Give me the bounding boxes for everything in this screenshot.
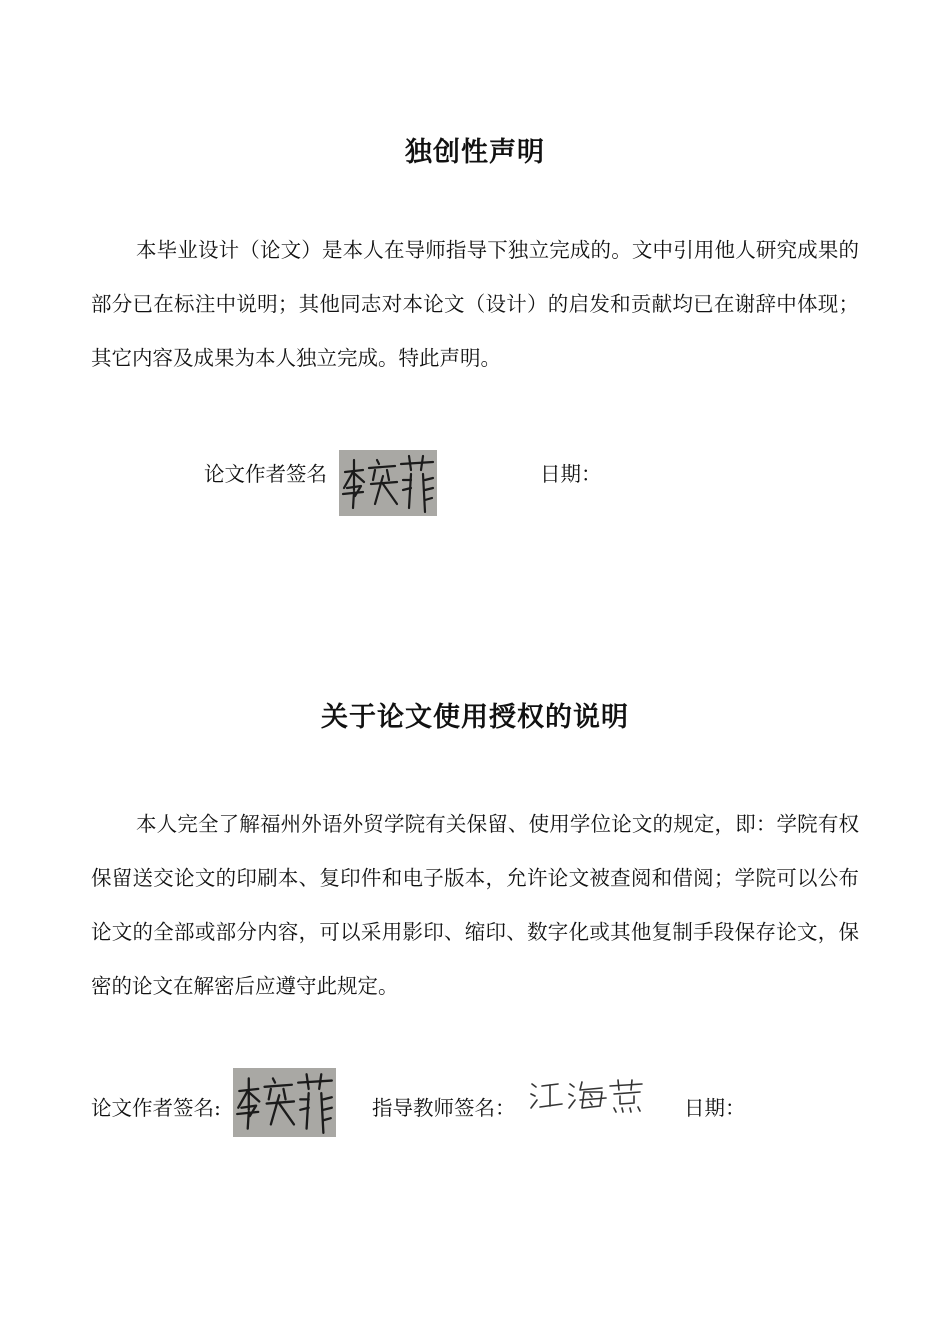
authorization-title: 关于论文使用授权的说明 — [321, 702, 629, 733]
authorization-author-label: 论文作者签名: — [91, 1096, 221, 1120]
authorization-advisor-signature — [528, 1076, 646, 1116]
originality-date-label: 日期： — [540, 462, 602, 486]
authorization-date-label: 日期： — [684, 1096, 746, 1120]
authorization-author-signature — [233, 1068, 336, 1137]
handwritten-signature-image — [339, 450, 437, 516]
handwritten-signature-image — [233, 1068, 336, 1137]
originality-body: 本毕业设计（论文）是本人在导师指导下独立完成的。文中引用他人研究成果的部分已在标注中说明；其他同志对本论文（设计）的启发和贡献均已在谢辞中体现；其它内容及成果为本人独立完成。特此声明。 — [91, 238, 859, 370]
originality-author-signature — [339, 450, 437, 516]
handwritten-signature-image — [528, 1076, 646, 1116]
authorization-advisor-label: 指导教师签名： — [372, 1096, 516, 1120]
originality-title: 独创性声明 — [405, 137, 545, 168]
originality-author-label: 论文作者签名 — [204, 462, 327, 486]
authorization-body: 本人完全了解福州外语外贸学院有关保留、使用学位论文的规定，即：学院有权保留送交论文的印刷本、复印件和电子版本，允许论文被查阅和借阅；学院可以公布论文的全部或部分内容，可以采用影印、缩印、数字化或其他复制手段保存论文，保密的论文在解密后应遵守此规定。 — [91, 812, 859, 998]
